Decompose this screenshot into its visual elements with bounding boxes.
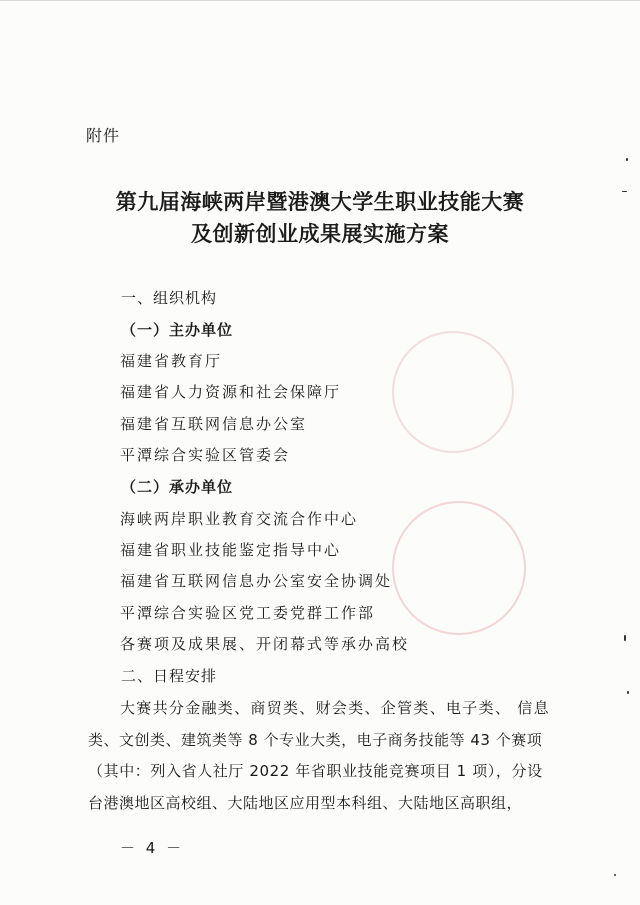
scan-speck (627, 691, 629, 694)
document-title-line-2: 及创新创业成果展实施方案 (191, 221, 449, 246)
organizer-item: 平潭综合实验区管委会 (120, 446, 291, 464)
host-item: 各赛项及成果展、开闭幕式等承办高校 (120, 635, 410, 653)
scan-speck (626, 158, 628, 161)
subheading-hosts: （二）承办单位 (121, 478, 234, 496)
paragraph-line: 类、文创类、建筑类等 8 个专业大类，电子商务技能等 43 个赛项 (88, 731, 543, 749)
host-item: 福建省职业技能鉴定指导中心 (120, 541, 342, 559)
organizer-item: 福建省教育厅 (120, 352, 223, 370)
host-item: 平潭综合实验区党工委党群工作部 (120, 604, 376, 622)
page-number: － 4 － (120, 839, 185, 857)
section-heading-schedule: 二、日程安排 (121, 667, 218, 685)
subheading-organizers: （一）主办单位 (121, 321, 234, 339)
scan-speck (624, 635, 626, 641)
scan-speck (614, 874, 616, 876)
document-title-line-1: 第九届海峡两岸暨港澳大学生职业技能大赛 (115, 189, 525, 214)
host-item: 福建省互联网信息办公室安全协调处 (120, 572, 393, 590)
paragraph-line: （其中：列入省人社厅 2022 年省职业技能竞赛项目 1 项），分设 (88, 762, 543, 780)
attachment-label: 附件 (86, 126, 121, 145)
paragraph-line: 台港澳地区高校组、大陆地区应用型本科组、大陆地区高职组， (88, 794, 523, 812)
seal-stamp-red (392, 501, 526, 635)
organizer-item: 福建省人力资源和社会保障厅 (120, 383, 342, 401)
section-heading-organization: 一、组织机构 (121, 289, 218, 307)
seal-stamp-faint (392, 331, 514, 453)
organizer-item: 福建省互联网信息办公室 (120, 415, 308, 433)
host-item: 海峡两岸职业教育交流合作中心 (120, 510, 359, 528)
paragraph-line: 大赛共分金融类、商贸类、财会类、企管类、电子类、 信息 (120, 699, 550, 717)
